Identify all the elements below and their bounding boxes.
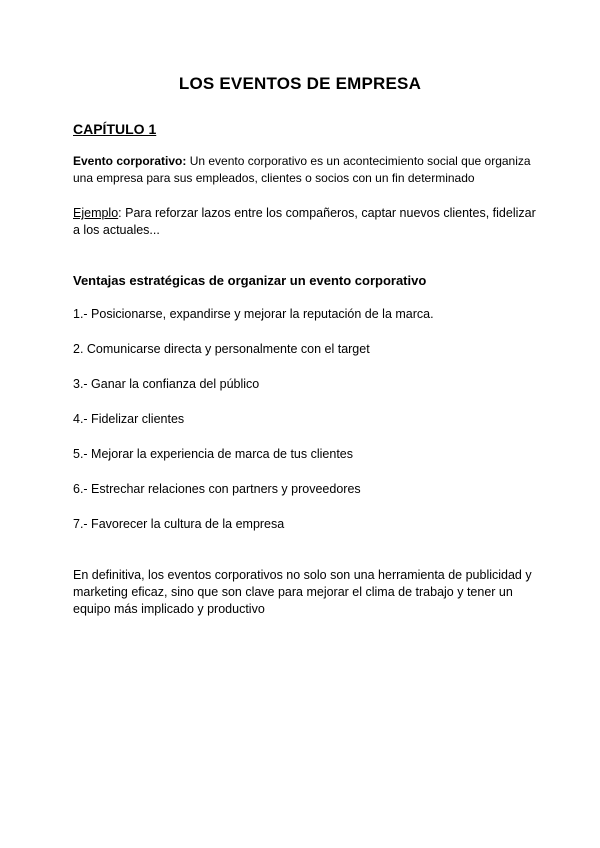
example-paragraph	[73, 205, 543, 239]
list-item: 7.- Favorecer la cultura de la empresa	[73, 517, 285, 531]
document-title: LOS EVENTOS DE EMPRESA	[178, 74, 422, 93]
list-item: 6.- Estrechar relaciones con partners y proveedores	[73, 482, 361, 496]
definition-text: Un evento corporativo es un acontecimiento social que organiza una empresa para sus empleados, clientes o socios con un fin determinado	[73, 154, 531, 185]
example-text: : Para reforzar lazos entre los compañeros, captar nuevos clientes, fidelizar a los actuales...	[73, 206, 536, 237]
definition-paragraph	[73, 153, 543, 187]
list-item: 4.- Fidelizar clientes	[73, 412, 185, 426]
list-item: 5.- Mejorar la experiencia de marca de tus clientes	[73, 447, 353, 461]
chapter-heading: CAPÍTULO 1	[73, 121, 157, 137]
list-item: 1.- Posicionarse, expandirse y mejorar la reputación de la marca.	[73, 307, 434, 321]
advantages-list	[73, 306, 543, 551]
definition-term: Evento corporativo:	[73, 154, 187, 168]
example-label: Ejemplo	[73, 206, 119, 220]
conclusion-paragraph: En definitiva, los eventos corporativos no solo son una herramienta de publicidad y marketing eficaz, sino que son clave para mejorar el clima de trabajo y tener un equipo más implicado y productivo	[73, 568, 532, 616]
advantages-heading: Ventajas estratégicas de organizar un evento corporativo	[73, 273, 427, 288]
list-item: 2. Comunicarse directa y personalmente con el target	[73, 342, 370, 356]
list-item: 3.- Ganar la confianza del público	[73, 377, 260, 391]
